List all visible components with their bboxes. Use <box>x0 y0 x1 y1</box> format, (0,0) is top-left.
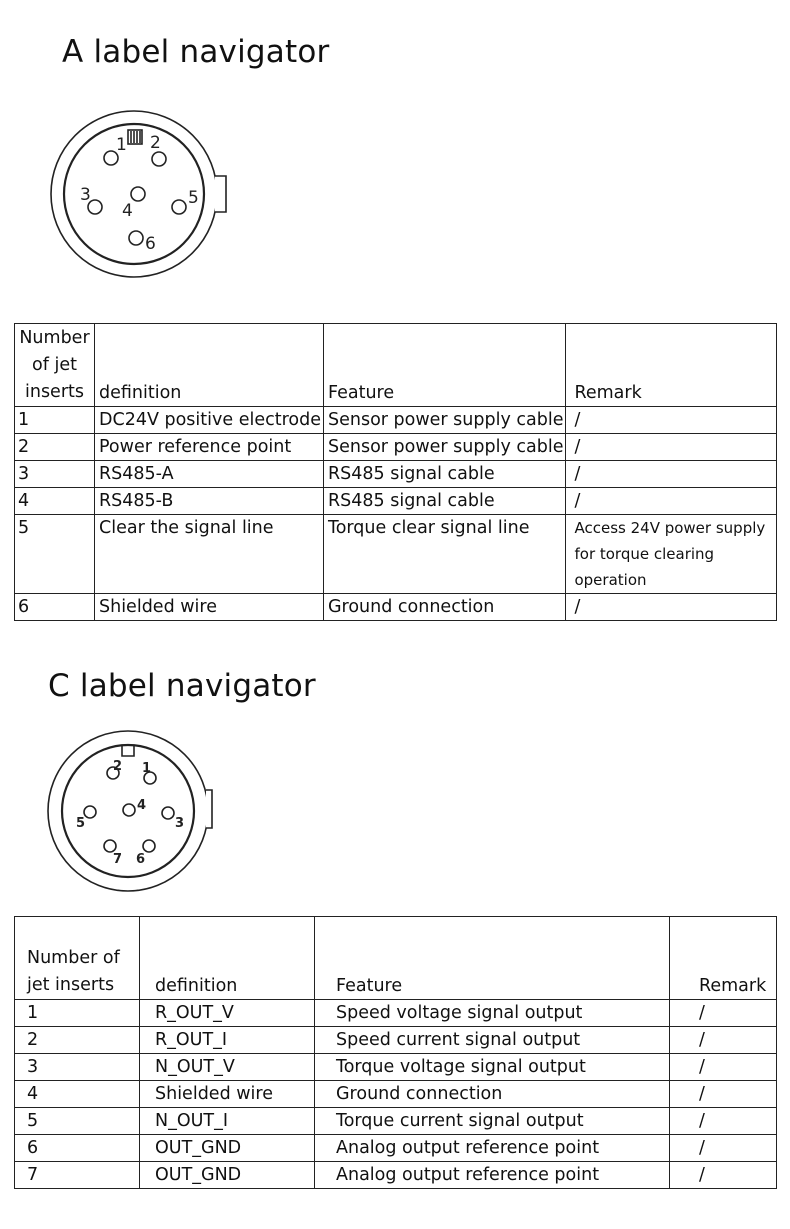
connector-c-pin-label-5: 5 <box>76 816 86 831</box>
table-c-header-feature: Feature <box>315 917 670 1000</box>
connector-c-pin-5 <box>84 806 96 818</box>
table-a-cell-remark: / <box>566 461 777 488</box>
table-c-cell-number: 7 <box>15 1162 140 1189</box>
table-c-cell-number: 2 <box>15 1027 140 1054</box>
connector-a-pin-6 <box>129 231 143 245</box>
table-a-cell-remark: / <box>566 594 777 621</box>
connector-c-pin-4 <box>123 804 135 816</box>
table-a-cell-feature: Sensor power supply cable <box>323 407 566 434</box>
table-row <box>15 488 777 515</box>
connector-c-pin-label-1: 1 <box>142 761 152 776</box>
table-c-cell-definition: Shielded wire <box>140 1081 315 1108</box>
table-a-cell-definition: Clear the signal line <box>95 515 324 594</box>
table-a-cell-number: 6 <box>15 594 95 621</box>
connector-c-pinout-diagram <box>46 728 218 898</box>
table-a-header-number: Number of jet inserts <box>15 324 95 407</box>
table-row <box>15 1081 777 1108</box>
connector-a-pin-label-5: 5 <box>188 188 199 208</box>
table-a-cell-feature: RS485 signal cable <box>323 488 566 515</box>
table-a-cell-number: 2 <box>15 434 95 461</box>
table-row <box>15 434 777 461</box>
section-c-title: C label navigator <box>48 668 316 704</box>
table-a-cell-number: 4 <box>15 488 95 515</box>
connector-a-pin-label-1: 1 <box>116 135 127 155</box>
table-c-cell-number: 5 <box>15 1108 140 1135</box>
table-c-cell-remark: / <box>670 1054 777 1081</box>
table-row <box>15 1135 777 1162</box>
table-c-cell-feature: Speed current signal output <box>315 1027 670 1054</box>
table-c-cell-remark: / <box>670 1135 777 1162</box>
table-c-header-row <box>15 917 777 1000</box>
table-c-cell-number: 1 <box>15 1000 140 1027</box>
connector-c-pin-label-4: 4 <box>137 798 147 813</box>
table-c-cell-definition: R_OUT_I <box>140 1027 315 1054</box>
connector-c-outer-ring <box>48 731 208 891</box>
table-c-cell-number: 3 <box>15 1054 140 1081</box>
connector-a-pin-5 <box>172 200 186 214</box>
table-a-cell-definition: Shielded wire <box>95 594 324 621</box>
connector-c-key-notch <box>206 790 212 828</box>
table-c-cell-feature: Torque current signal output <box>315 1108 670 1135</box>
table-a-cell-remark: / <box>566 434 777 461</box>
table-row <box>15 1108 777 1135</box>
table-a-cell-definition: RS485-A <box>95 461 324 488</box>
table-c-header-definition: definition <box>140 917 315 1000</box>
table-a-header-remark: Remark <box>566 324 777 407</box>
table-c-cell-feature: Speed voltage signal output <box>315 1000 670 1027</box>
table-c-cell-definition: OUT_GND <box>140 1162 315 1189</box>
table-c-cell-feature: Analog output reference point <box>315 1135 670 1162</box>
table-row <box>15 594 777 621</box>
connector-c-pin-6 <box>143 840 155 852</box>
table-a-header-feature: Feature <box>323 324 566 407</box>
table-c-cell-definition: R_OUT_V <box>140 1000 315 1027</box>
table-row <box>15 1027 777 1054</box>
table-a-cell-definition: DC24V positive electrode <box>95 407 324 434</box>
connector-a-pin-label-4: 4 <box>122 201 133 221</box>
table-row <box>15 1000 777 1027</box>
table-a-header-definition: definition <box>95 324 324 407</box>
table-c-header-number: Number of jet inserts <box>15 917 140 1000</box>
table-c-cell-feature: Ground connection <box>315 1081 670 1108</box>
table-c-cell-number: 6 <box>15 1135 140 1162</box>
table-a-cell-feature: Torque clear signal line <box>323 515 566 594</box>
connector-c-pin-label-3: 3 <box>175 816 185 831</box>
connector-a-pin-2 <box>152 152 166 166</box>
table-a-pin-definitions <box>14 323 777 621</box>
table-a-cell-feature: Ground connection <box>323 594 566 621</box>
table-c-cell-remark: / <box>670 1081 777 1108</box>
table-c-cell-remark: / <box>670 1108 777 1135</box>
table-row <box>15 515 777 594</box>
table-a-cell-definition: Power reference point <box>95 434 324 461</box>
table-c-cell-remark: / <box>670 1027 777 1054</box>
connector-a-pin-label-6: 6 <box>145 234 156 254</box>
section-a-title: A label navigator <box>62 34 330 70</box>
table-a-cell-feature: Sensor power supply cable <box>323 434 566 461</box>
table-a-cell-feature: RS485 signal cable <box>323 461 566 488</box>
connector-a-pin-4 <box>131 187 145 201</box>
table-c-cell-feature: Analog output reference point <box>315 1162 670 1189</box>
table-c-header-remark: Remark <box>670 917 777 1000</box>
table-c-cell-feature: Torque voltage signal output <box>315 1054 670 1081</box>
table-c-cell-definition: N_OUT_V <box>140 1054 315 1081</box>
table-c-cell-remark: / <box>670 1162 777 1189</box>
table-a-cell-remark: Access 24V power supply for torque clearing operation <box>566 515 777 594</box>
connector-c-key-tab <box>122 746 134 756</box>
connector-a-key-notch <box>215 176 226 212</box>
table-c-cell-definition: OUT_GND <box>140 1135 315 1162</box>
table-row <box>15 1054 777 1081</box>
table-row <box>15 461 777 488</box>
connector-c-pin-label-7: 7 <box>113 852 123 867</box>
connector-c-pin-label-6: 6 <box>136 852 146 867</box>
connector-a-pinout-diagram <box>46 104 232 290</box>
table-a-cell-remark: / <box>566 488 777 515</box>
table-a-cell-definition: RS485-B <box>95 488 324 515</box>
table-row <box>15 1162 777 1189</box>
connector-c-pin-label-2: 2 <box>113 759 123 774</box>
table-c-pin-definitions <box>14 916 777 1189</box>
table-c-cell-remark: / <box>670 1000 777 1027</box>
connector-a-pin-label-2: 2 <box>150 133 161 153</box>
table-a-cell-number: 1 <box>15 407 95 434</box>
table-a-cell-number: 3 <box>15 461 95 488</box>
connector-c-pin-7 <box>104 840 116 852</box>
table-a-cell-number: 5 <box>15 515 95 594</box>
table-c-cell-number: 4 <box>15 1081 140 1108</box>
table-a-cell-remark: / <box>566 407 777 434</box>
connector-a-pin-label-3: 3 <box>80 185 91 205</box>
table-a-header-row <box>15 324 777 407</box>
table-c-cell-definition: N_OUT_I <box>140 1108 315 1135</box>
table-row <box>15 407 777 434</box>
connector-c-pin-3 <box>162 807 174 819</box>
